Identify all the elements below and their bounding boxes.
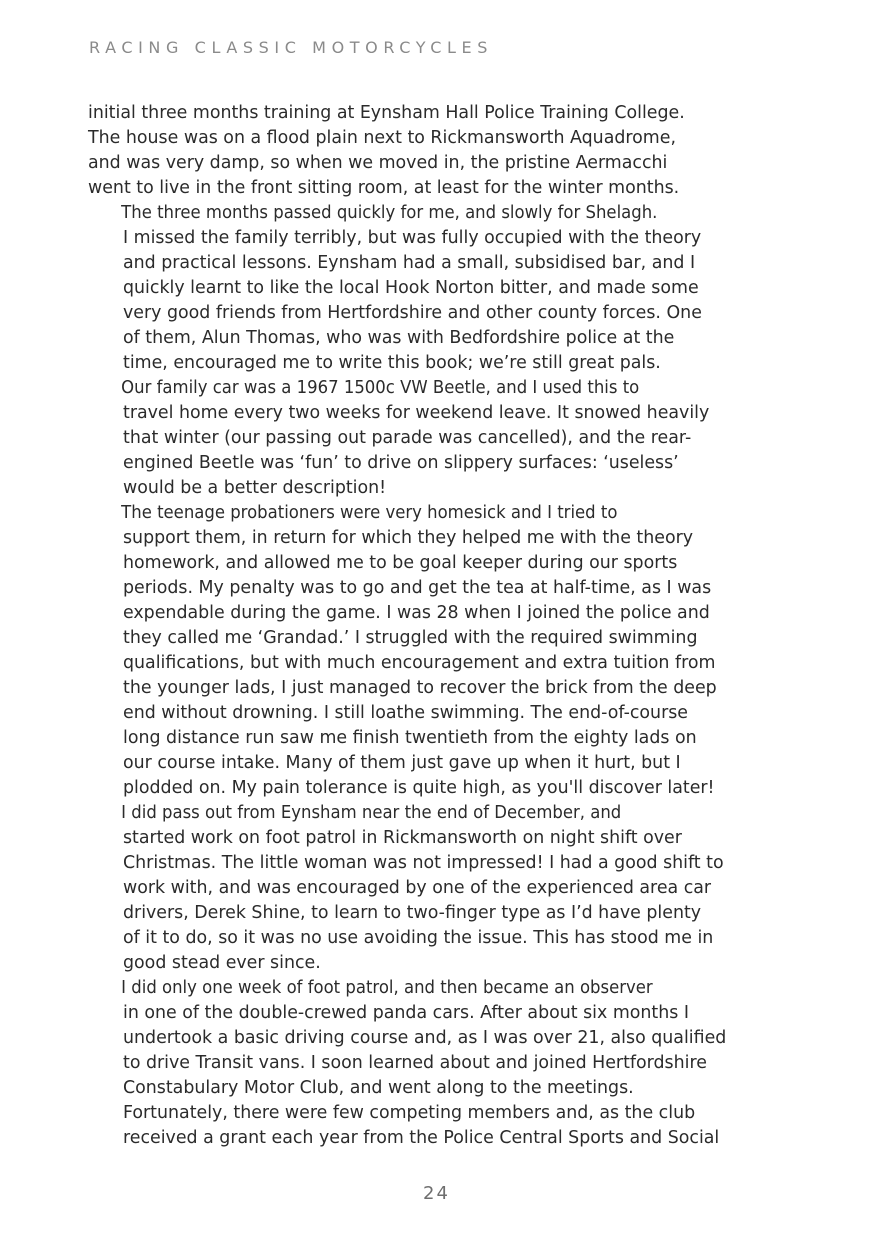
paragraph <box>88 501 758 801</box>
text-line: The teenage probationers were very homesick and I tried to <box>121 503 618 523</box>
text-line: travel home every two weeks for weekend leave. It snowed heavily <box>123 403 710 423</box>
paragraph <box>88 801 758 976</box>
text-line: the younger lads, I just managed to recover the brick from the deep <box>123 678 717 698</box>
text-line: qualifications, but with much encouragement and extra tuition from <box>123 653 716 673</box>
text-line: engined Beetle was ‘fun’ to drive on slippery surfaces: ‘useless’ <box>123 453 679 473</box>
text-line: The house was on a flood plain next to Rickmansworth Aquadrome, <box>88 128 676 148</box>
text-line: drivers, Derek Shine, to learn to two-finger type as I’d have plenty <box>123 903 702 923</box>
text-line: quickly learnt to like the local Hook Norton bitter, and made some <box>123 278 699 298</box>
text-line: I did pass out from Eynsham near the end of December, and <box>121 803 622 823</box>
text-line: support them, in return for which they helped me with the theory <box>123 528 694 548</box>
text-line: time, encouraged me to write this book; we’re still great pals. <box>123 353 661 373</box>
text-line: periods. My penalty was to go and get the tea at half-time, as I was <box>123 578 712 598</box>
text-line: very good friends from Hertfordshire and other county forces. One <box>123 303 702 323</box>
text-line: received a grant each year from the Police Central Sports and Social <box>123 1128 720 1148</box>
text-line: that winter (our passing out parade was cancelled), and the rear- <box>123 428 692 448</box>
text-line: initial three months training at Eynsham Hall Police Training College. <box>88 103 685 123</box>
text-line: end without drowning. I still loathe swimming. The end-of-course <box>123 703 688 723</box>
text-line: good stead ever since. <box>123 953 321 973</box>
running-head: RACING CLASSIC MOTORCYCLES <box>89 38 493 57</box>
text-line: of them, Alun Thomas, who was with Bedfordshire police at the <box>123 328 675 348</box>
text-line: in one of the double-crewed panda cars. After about six months I <box>123 1003 689 1023</box>
text-line: expendable during the game. I was 28 when I joined the police and <box>123 603 710 623</box>
text-line: work with, and was encouraged by one of the experienced area car <box>123 878 712 898</box>
text-line: Christmas. The little woman was not impressed! I had a good shift to <box>123 853 724 873</box>
text-line: I missed the family terribly, but was fully occupied with the theory <box>123 228 702 248</box>
text-line: went to live in the front sitting room, at least for the winter months. <box>88 178 680 198</box>
text-line: long distance run saw me finish twentieth from the eighty lads on <box>123 728 697 748</box>
text-line: and practical lessons. Eynsham had a small, subsidised bar, and I <box>123 253 696 273</box>
text-line: our course intake. Many of them just gave up when it hurt, but I <box>123 753 681 773</box>
page-number: 24 <box>423 1183 450 1204</box>
text-line: started work on foot patrol in Rickmansworth on night shift over <box>123 828 682 848</box>
text-line: would be a better description! <box>123 478 387 498</box>
text-line: and was very damp, so when we moved in, the pristine Aermacchi <box>88 153 668 173</box>
text-line: they called me ‘Grandad.’ I struggled with the required swimming <box>123 628 698 648</box>
text-line: The three months passed quickly for me, and slowly for Shelagh. <box>121 203 658 223</box>
text-line: undertook a basic driving course and, as I was over 21, also qualified <box>123 1028 727 1048</box>
text-line: to drive Transit vans. I soon learned about and joined Hertfordshire <box>123 1053 707 1073</box>
body-text <box>88 101 758 1151</box>
paragraph <box>88 101 758 201</box>
text-line: Fortunately, there were few competing members and, as the club <box>123 1103 696 1123</box>
paragraph <box>88 376 758 501</box>
text-line: I did only one week of foot patrol, and then became an observer <box>121 978 653 998</box>
paragraph <box>88 201 758 376</box>
text-line: homework, and allowed me to be goal keeper during our sports <box>123 553 678 573</box>
paragraph <box>88 976 758 1151</box>
text-line: plodded on. My pain tolerance is quite high, as you'll discover later! <box>123 778 715 798</box>
text-line: of it to do, so it was no use avoiding the issue. This has stood me in <box>123 928 714 948</box>
text-line: Constabulary Motor Club, and went along to the meetings. <box>123 1078 634 1098</box>
text-line: Our family car was a 1967 1500c VW Beetle, and I used this to <box>121 378 640 398</box>
